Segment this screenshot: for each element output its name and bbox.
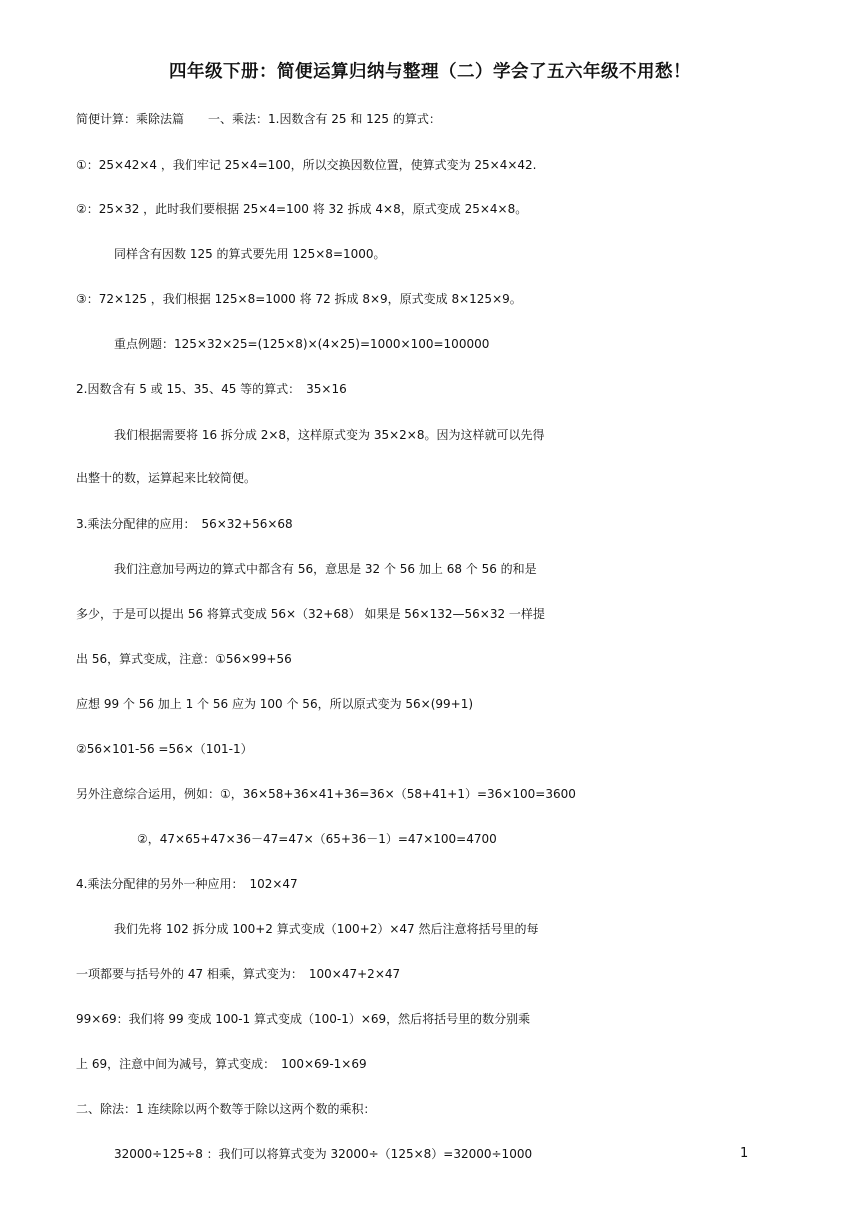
text-line: 出 56，算式变成，注意：①56×99+56 xyxy=(76,652,292,666)
page-number: 1 xyxy=(740,1146,749,1161)
text-line: 出整十的数，运算起来比较简便。 xyxy=(76,471,257,485)
text-line: 上 69，注意中间为减号，算式变成： 100×69-1×69 xyxy=(76,1057,367,1071)
text-line: ③：72×125 ，我们根据 125×8=1000 将 72 拆成 8×9，原式变成 8×125×9。 xyxy=(76,292,522,306)
document-title: 四年级下册：简便运算归纳与整理（二）学会了五六年级不用愁！ xyxy=(169,62,691,82)
text-line: 一项都要与括号外的 47 相乘，算式变为： 100×47+2×47 xyxy=(76,967,401,981)
text-line: 2.因数含有 5 或 15、35、45 等的算式： 35×16 xyxy=(76,382,347,396)
text-line: 二、除法：1 连续除以两个数等于除以这两个数的乘积： xyxy=(76,1102,376,1116)
text-line: 4.乘法分配律的另外一种应用： 102×47 xyxy=(76,877,298,891)
text-line: ②，47×65+47×36－47=47×（65+36－1）=47×100=4700 xyxy=(137,832,497,846)
text-line: 重点例题：125×32×25=(125×8)×(4×25)=1000×100=100000 xyxy=(114,337,490,351)
text-line: 我们注意加号两边的算式中都含有 56，意思是 32 个 56 加上 68 个 56 的和是 xyxy=(114,562,537,576)
text-line: 应想 99 个 56 加上 1 个 56 应为 100 个 56，所以原式变为 56×(99+1) xyxy=(76,697,474,711)
text-line: ②：25×32 ，此时我们要根据 25×4=100 将 32 拆成 4×8，原式变成 25×4×8。 xyxy=(76,202,528,216)
text-line: 32000÷125÷8 ：我们可以将算式变为 32000÷（125×8）=32000÷1000 xyxy=(114,1147,533,1161)
text-line: 另外注意综合运用，例如：①，36×58+36×41+36=36×（58+41+1）=36×100=3600 xyxy=(76,787,576,801)
text-line: 同样含有因数 125 的算式要先用 125×8=1000。 xyxy=(114,247,386,261)
text-line: 我们先将 102 拆分成 100+2 算式变成（100+2）×47 然后注意将括号里的每 xyxy=(114,922,539,936)
text-line: ①：25×42×4 ，我们牢记 25×4=100，所以交换因数位置，使算式变为 25×4×42. xyxy=(76,158,537,172)
text-line: 99×69：我们将 99 变成 100-1 算式变成（100-1）×69，然后将括号里的数分别乘 xyxy=(76,1012,531,1026)
text-line: 多少，于是可以提出 56 将算式变成 56×（32+68） 如果是 56×132—56×32 一样提 xyxy=(76,607,545,621)
text-line: ②56×101-56 =56×（101-1） xyxy=(76,742,253,756)
text-line: 简便计算：乘除法篇 一、乘法：1.因数含有 25 和 125 的算式： xyxy=(76,112,441,126)
text-line: 我们根据需要将 16 拆分成 2×8，这样原式变为 35×2×8。因为这样就可以先得 xyxy=(114,428,545,442)
text-line: 3.乘法分配律的应用： 56×32+56×68 xyxy=(76,517,293,531)
